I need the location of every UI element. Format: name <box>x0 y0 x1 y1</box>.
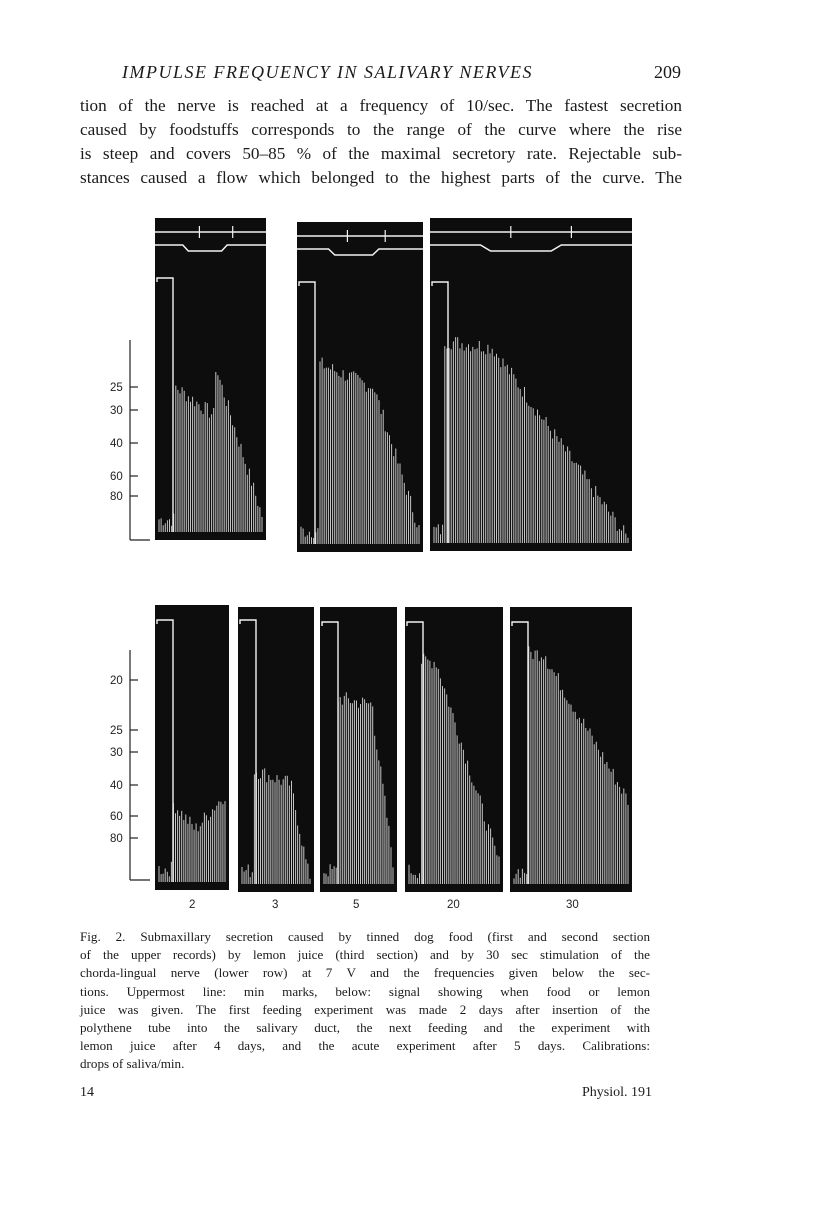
running-title: IMPULSE FREQUENCY IN SALIVARY NERVES <box>122 62 533 82</box>
body-line: tion of the nerve is reached at a frequency of 10/sec. The fastest secretion <box>80 96 682 115</box>
scale-label: 60 <box>110 471 123 483</box>
scale-label: 40 <box>110 438 123 450</box>
page-number: 209 <box>654 62 681 82</box>
scale-label: 30 <box>110 405 123 417</box>
caption-line: polythene tube into the salivary duct, the next feeding and the experiment with <box>80 1020 650 1036</box>
lower-calibration-scale <box>110 650 150 880</box>
frequency-label: 3 <box>272 899 279 911</box>
caption-line: drops of saliva/min. <box>80 1056 185 1072</box>
record-panel <box>238 607 314 892</box>
body-line: caused by foodstuffs corresponds to the range of the curve where the rise <box>80 120 682 139</box>
caption-line: tions. Uppermost line: min marks, below: signal showing when food or lemon <box>80 983 650 999</box>
scale-label: 30 <box>110 747 123 759</box>
caption-line: Fig. 2. Submaxillary secretion caused by tinned dog food (first and second section <box>80 929 650 944</box>
frequency-label: 20 <box>447 899 460 911</box>
caption-line: lemon juice after 4 days, and the acute experiment after 5 days. Calibrations: <box>80 1038 650 1054</box>
scale-label: 25 <box>110 725 123 737</box>
scale-label: 20 <box>110 675 123 687</box>
scale-label: 80 <box>110 833 123 845</box>
caption-line: chorda-lingual nerve (lower row) at 7 V and the frequencies given below the sec- <box>80 965 650 981</box>
figure-caption <box>80 928 650 1074</box>
caption-line: of the upper records) by lemon juice (third section) and by 30 sec stimulation of the <box>80 947 650 963</box>
frequency-label: 2 <box>189 899 196 911</box>
caption-line: juice was given. The first feeding experiment was made 2 days after insertion of the <box>80 1001 650 1017</box>
signature-mark: 14 <box>80 1085 94 1100</box>
frequency-label: 30 <box>566 899 579 911</box>
scale-label: 40 <box>110 780 123 792</box>
scale-label: 80 <box>110 491 123 503</box>
journal-signature: Physiol. 191 <box>581 1085 652 1100</box>
record-panels <box>155 218 632 892</box>
body-line: stances caused a flow which belonged to the highest parts of the curve. The <box>80 168 682 187</box>
scale-label: 60 <box>110 811 123 823</box>
frequency-labels <box>189 899 579 911</box>
body-line: is steep and covers 50–85 % of the maximal secretory rate. Rejectable sub- <box>80 144 682 163</box>
scale-label: 25 <box>110 382 123 394</box>
frequency-label: 5 <box>353 899 360 911</box>
upper-calibration-scale <box>110 340 150 540</box>
